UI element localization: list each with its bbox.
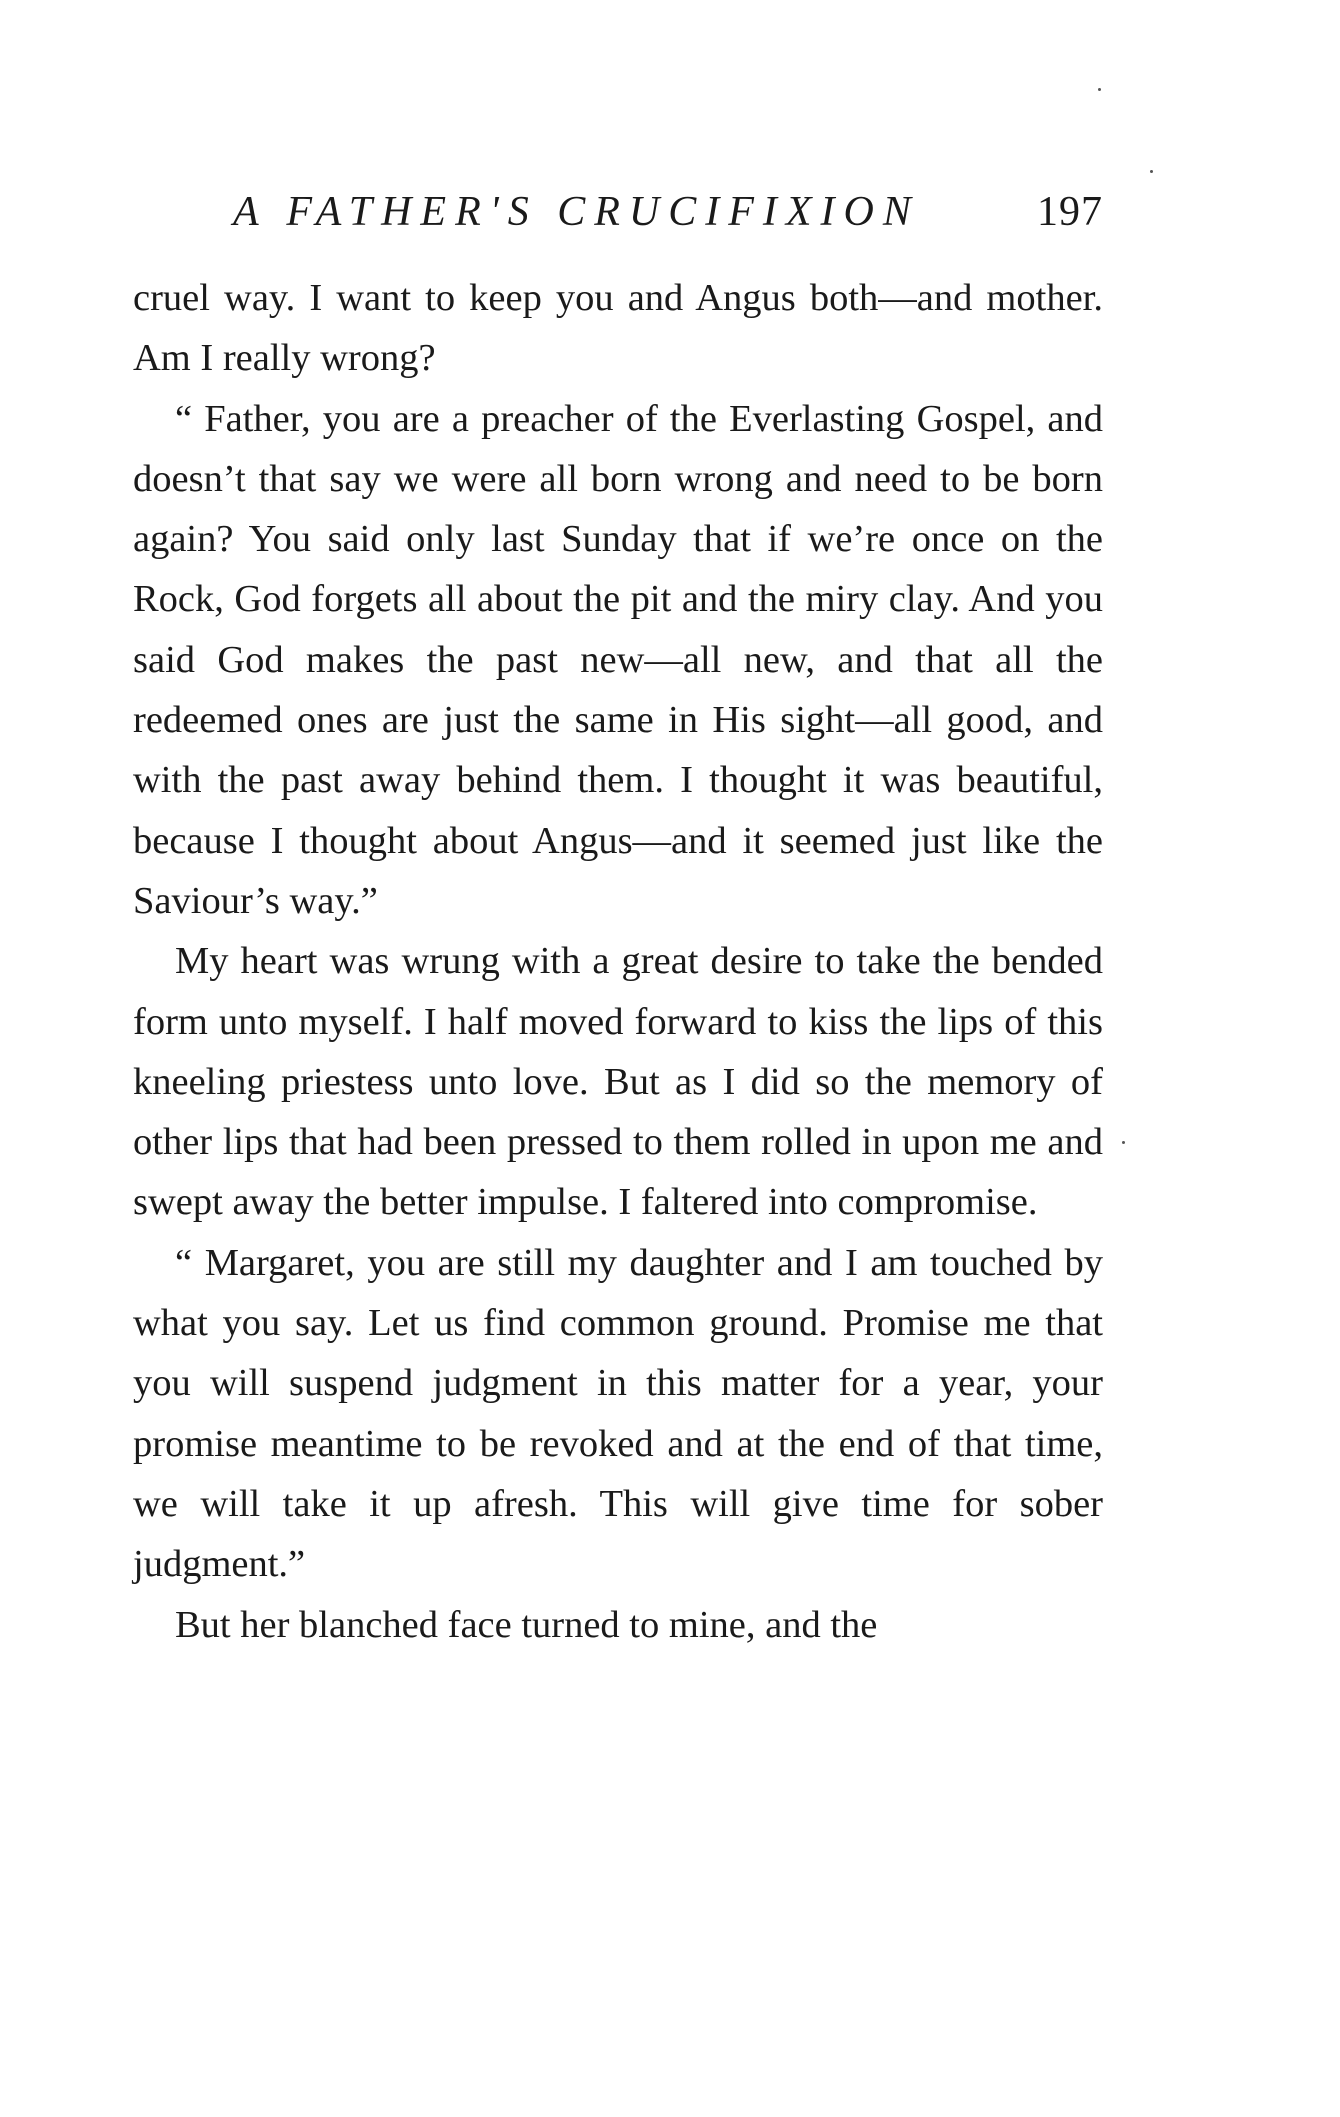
running-head <box>133 188 1103 248</box>
paragraph-fathers-reaction: My heart was wrung with a great desire to take the bended form unto myself. I half moved forward to kiss the lips of this kneeling priestess unto love. But as I did so the memory of other lips that had been pressed to them rolled in upon me and swept away the better impulse. I faltered into compromise. <box>133 940 1103 1224</box>
paragraph-compromise: “ Margaret, you are still my daughter and I am touched by what you say. Let us find common ground. Promise me that you will suspend judgment in this matter for a year, your promise meantime to be revoked and at the end of that time, we will take it up afresh. This will give time for sober judgment.” <box>133 1241 1103 1586</box>
running-title: A FATHER'S CRUCIFIXION <box>233 189 920 235</box>
paper-speck <box>1150 170 1153 173</box>
page-number: 197 <box>1037 189 1103 235</box>
paragraph-margaret-plea: “ Father, you are a preacher of the Everlasting Gospel, and doesn’t that say we were all born wrong and need to be born again? You said only last Sunday that if we’re once on the Rock, God forgets all about the pit and the miry clay. And you said God makes the past new—all new, and that all the redeemed ones are just the same in His sight—all good, and with the past away behind them. I thought it was beautiful, because I thought about Angus—and it seemed just like the Saviour’s way.” <box>133 397 1103 922</box>
paper-speck <box>1122 1141 1125 1144</box>
body-text <box>133 268 1103 1655</box>
paper-speck <box>1098 88 1101 91</box>
paragraph-continuation: cruel way. I want to keep you and Angus both—and mother. Am I really wrong? <box>133 277 1103 380</box>
paragraph-final-line: But her blanched face turned to mine, and the <box>175 1603 878 1646</box>
